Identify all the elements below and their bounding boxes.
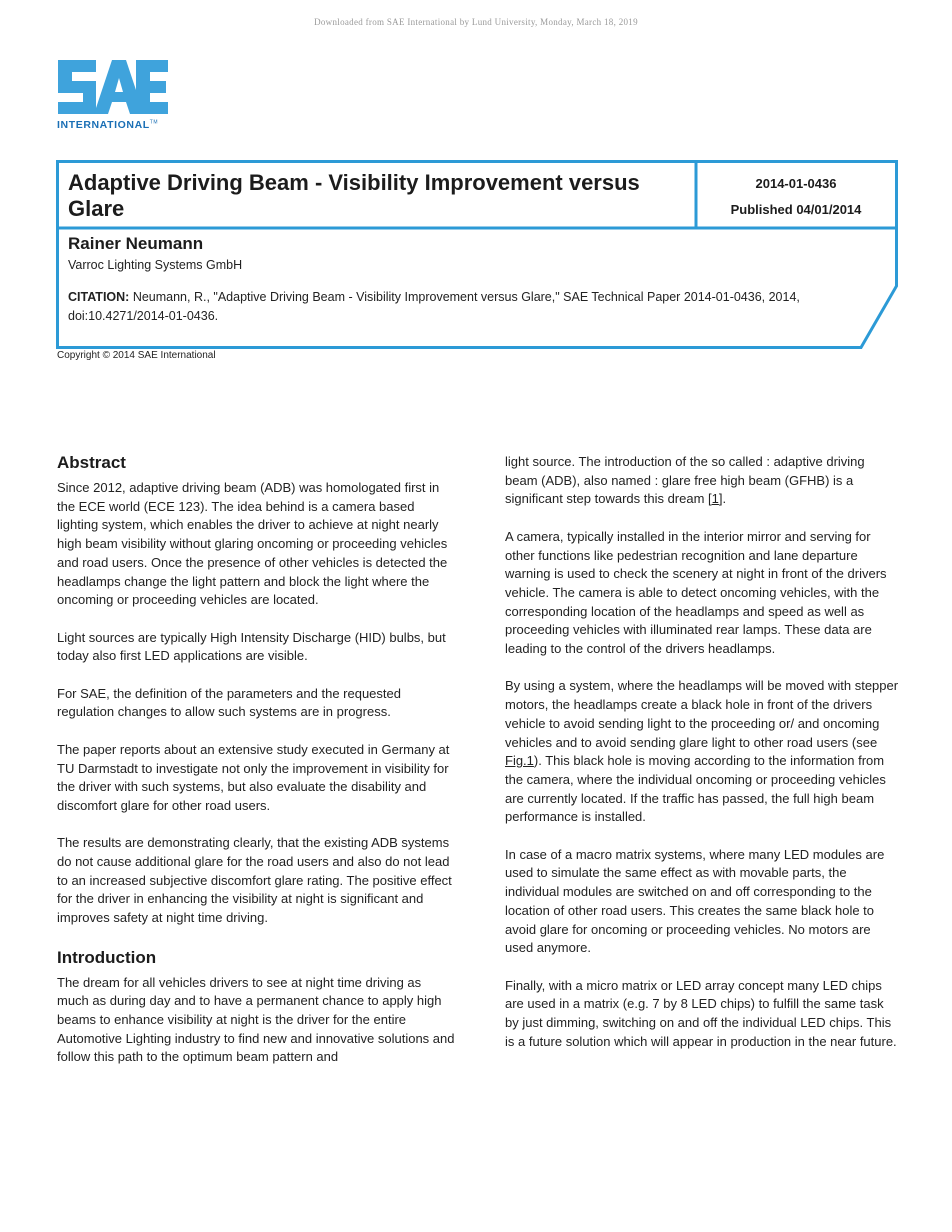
- citation-text: Neumann, R., "Adaptive Driving Beam - Visibility Improvement versus Glare," SAE Technical Paper 2014-01-0436, 2014, doi:10.4271/2014-01-0436.: [68, 290, 800, 323]
- sae-logo-subtitle: INTERNATIONAL™: [57, 119, 159, 131]
- paper-id: 2014-01-0436: [755, 176, 837, 191]
- download-note: Downloaded from SAE International by Lund University, Monday, March 18, 2019: [314, 17, 638, 27]
- abstract-paragraph: The paper reports about an extensive study executed in Germany at TU Darmstadt to investigate not only the improvement in visibility for the driver with such systems, but also evaluate the disability and discomfort glare for other road users.: [57, 741, 450, 813]
- introduction-heading: Introduction: [57, 947, 157, 967]
- introduction-paragraph: By using a system, where the headlamps will be moved with stepper motors, the headlamps create a black hole in front of the drivers vehicle to avoid sending light to the proceeding or/ and oncoming vehicles and to avoid sending glare light to other road users (see Fig.1). This black hole is moving according to the information from the camera, where the individual oncoming or proceeding vehicles are currently located. If the traffic has passed, the full high beam performance is installed.: [505, 678, 899, 825]
- copyright: Copyright © 2014 SAE International: [57, 350, 216, 361]
- abstract-paragraph: For SAE, the definition of the parameters and the requested regulation changes to allow such systems are in progress.: [57, 685, 401, 720]
- introduction-paragraph: The dream for all vehicles drivers to see at night time driving as much as during day and to have a permanent chance to apply high beams to enhance visibility at night is the driver for the entire Automotive Lighting industry to find new and innovative solutions and follow this path to the optimum beam pattern and: [57, 974, 455, 1065]
- author-name: Rainer Neumann: [68, 234, 204, 253]
- abstract-paragraph: Light sources are typically High Intensity Discharge (HID) bulbs, but today also first LED applications are visible.: [57, 629, 446, 664]
- paper-title: Adaptive Driving Beam - Visibility Improvement versus Glare: [68, 170, 640, 221]
- title-box: [56, 160, 899, 352]
- abstract-paragraph: The results are demonstrating clearly, that the existing ADB systems do not cause additional glare for the road users and also do not lead to an increased subjective discomfort glare rating. The positive effect for the driver in enhancing the visibility at night is significant and improves safety at night time driving.: [57, 835, 452, 926]
- introduction-paragraph: In case of a macro matrix systems, where many LED modules are used to simulate the same effect as with movable parts, the individual modules are switched on and off corresponding to the location of other road users. This creates the same black hole to avoid glare for oncoming or proceeding vehicles. No motors are used anymore.: [505, 846, 885, 956]
- figure-1-link[interactable]: Fig.1: [505, 753, 534, 769]
- abstract-heading: Abstract: [57, 453, 126, 472]
- published-date: Published 04/01/2014: [730, 202, 862, 217]
- citation: [68, 288, 828, 326]
- sae-logo: [56, 56, 176, 136]
- citation-label: CITATION:: [68, 290, 130, 304]
- left-column: [57, 452, 455, 1086]
- introduction-paragraph: light source. The introduction of the so called : adaptive driving beam (ADB), also named : glare free high beam (GFHB) is a significant step towards this dream [1].: [505, 454, 865, 507]
- abstract-paragraph: Since 2012, adaptive driving beam (ADB) was homologated first in the ECE world (ECE 123). The idea behind is a camera based lighting system, which enables the driver to achieve at night nearly high beam visibility without glaring oncoming or proceeding vehicles and road users. Once the presence of other vehicles is detected the headlamps change the light pattern and block the light where the oncoming or proceeding vehicles are located.: [57, 480, 448, 608]
- right-column: [505, 453, 900, 1070]
- reference-link-1[interactable]: 1: [711, 491, 719, 507]
- author-affiliation: Varroc Lighting Systems GmbH: [68, 258, 243, 272]
- sae-logo-mark: [56, 56, 170, 118]
- introduction-paragraph: A camera, typically installed in the interior mirror and serving for other functions like pedestrian recognition and lane departure warning is used to check the scenery at night in front of the drivers vehicle. The camera is able to detect oncoming vehicles, with the corresponding location of the headlamps and speed as well as proceeding vehicles with illuminated rear lamps. These data are leading to the control of the drivers headlamps.: [505, 528, 887, 657]
- introduction-paragraph: Finally, with a micro matrix or LED array concept many LED chips are used in a matrix (e.g. 7 by 8 LED chips) to fulfill the same task by just dimming, switching on and off the individual LED chips. This is a future solution which will appear in production in the near future.: [505, 977, 897, 1049]
